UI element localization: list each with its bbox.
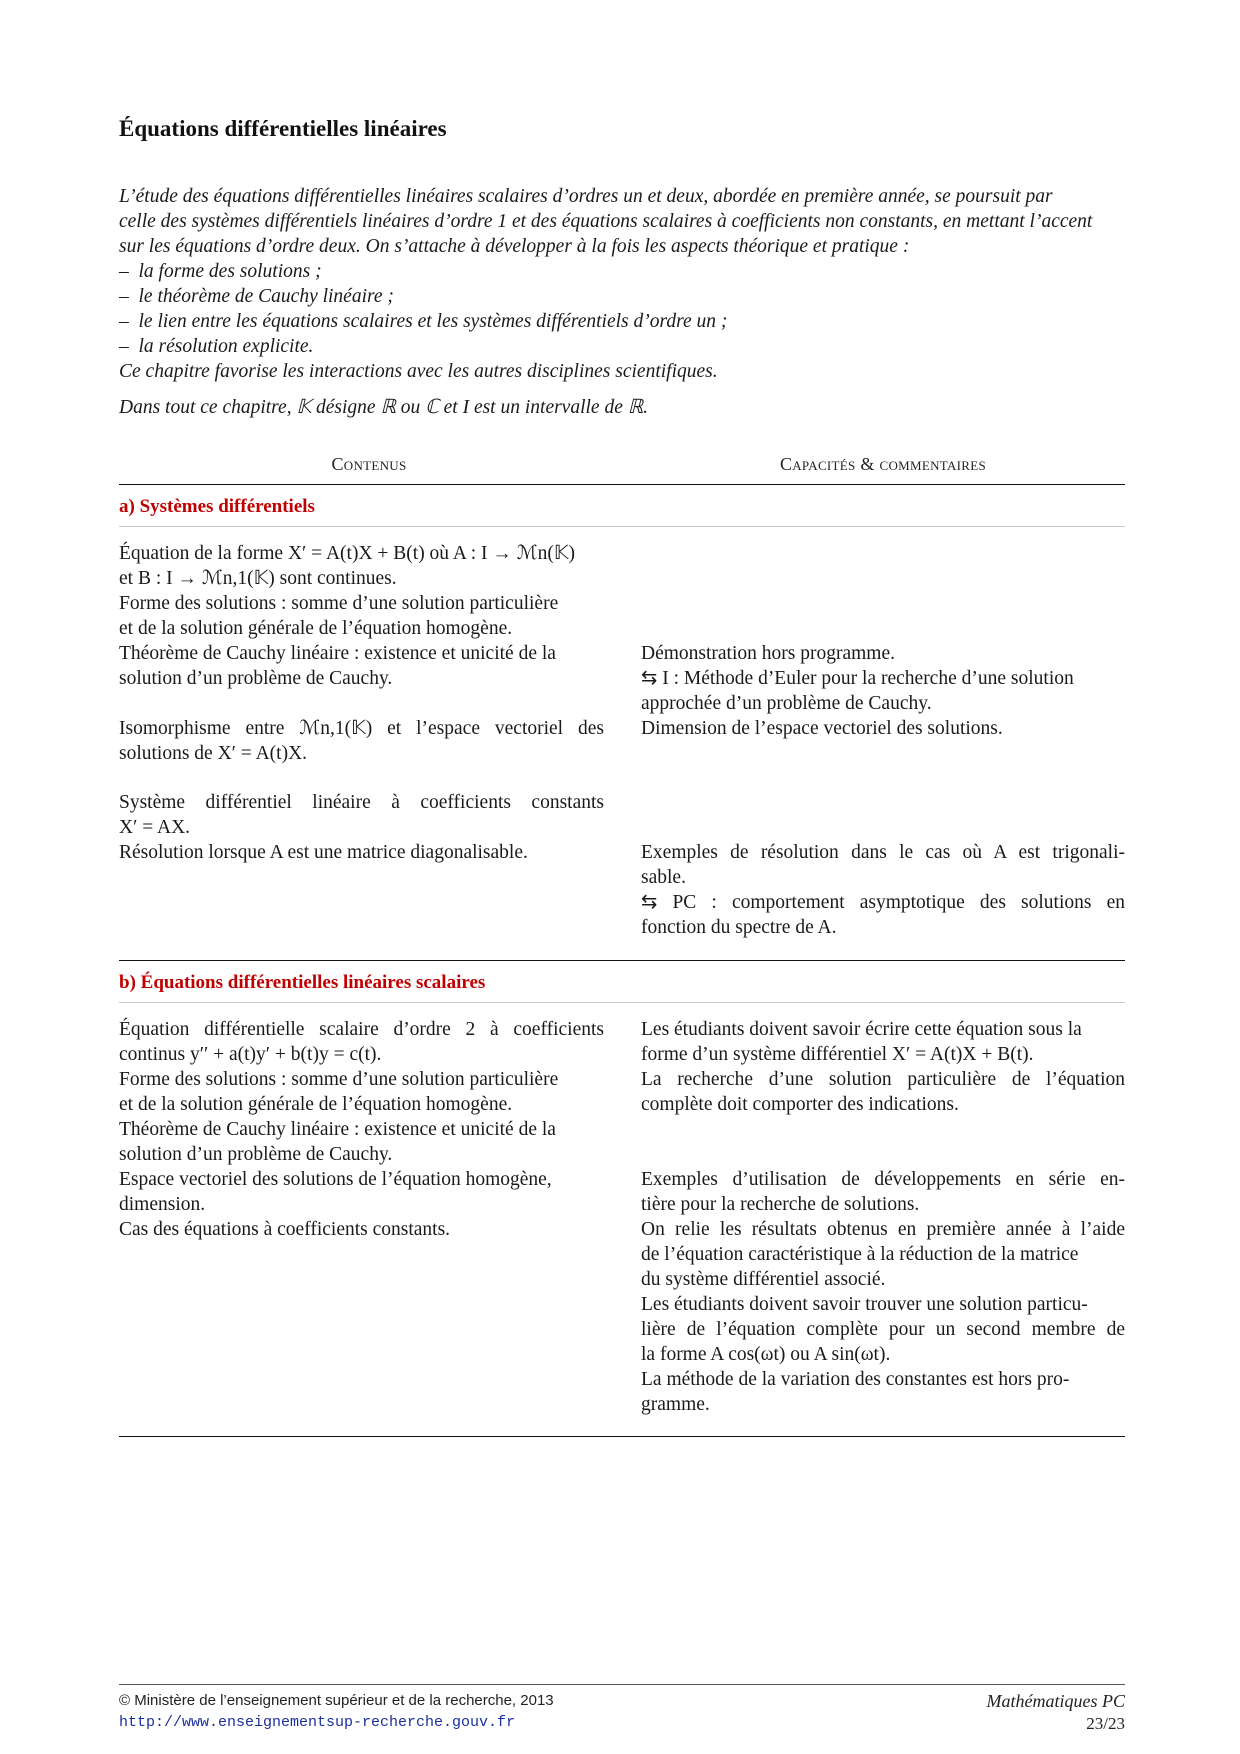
- content-line: Théorème de Cauchy linéaire : existence et unicité de la: [119, 643, 556, 664]
- comment-line: sable.: [641, 867, 686, 888]
- footer-subject: Mathématiques PC: [986, 1691, 1125, 1711]
- content-line: solutions de X′ = A(t)X.: [119, 743, 308, 764]
- comment-line: forme d’un système différentiel X′ = A(t)X + B(t).: [641, 1044, 1034, 1065]
- section-body: [119, 527, 1125, 960]
- comment-line: ⇆ I : Méthode d’Euler pour la recherche d’une solution: [641, 668, 1074, 689]
- comment-line: Exemples de résolution dans le cas où A est trigonali-: [641, 842, 1125, 863]
- comment-line: la forme A cos(ωt) ou A sin(ωt).: [641, 1344, 891, 1365]
- comment-line: Les étudiants doivent savoir écrire cette équation sous la: [641, 1019, 1082, 1040]
- header-contenus: Contenus: [331, 454, 407, 474]
- comment-line: Les étudiants doivent savoir trouver une solution particu-: [641, 1294, 1088, 1315]
- content-line: Forme des solutions : somme d’une solution particulière: [119, 593, 559, 614]
- content-line: continus y′′ + a(t)y′ + b(t)y = c(t).: [119, 1044, 382, 1065]
- table-header: [119, 440, 1125, 485]
- content-line: Système différentiel linéaire à coefficients constants: [119, 792, 604, 813]
- intro-closing: Ce chapitre favorise les interactions avec les autres disciplines scientifiques.: [119, 361, 718, 382]
- comment-line: gramme.: [641, 1394, 710, 1415]
- content-line: Espace vectoriel des solutions de l’équation homogène,: [119, 1169, 552, 1190]
- content-line: Théorème de Cauchy linéaire : existence et unicité de la: [119, 1119, 556, 1140]
- page-number: 23/23: [1086, 1714, 1125, 1733]
- comment-line: Dimension de l’espace vectoriel des solutions.: [641, 718, 1003, 739]
- intro-line: sur les équations d’ordre deux. On s’attache à développer à la fois les aspects théorique et pratique :: [119, 236, 910, 257]
- content-line: Forme des solutions : somme d’une solution particulière: [119, 1069, 559, 1090]
- content-line: et de la solution générale de l’équation homogène.: [119, 618, 513, 639]
- comment-line: Exemples d’utilisation de développements en série en-: [641, 1169, 1125, 1190]
- program-table: [119, 440, 1125, 1437]
- content-line: et B : I → ℳn,1(𝕂) sont continues.: [119, 568, 397, 589]
- comment-line: fonction du spectre de A.: [641, 917, 837, 938]
- intro-line: L’étude des équations différentielles linéaires scalaires d’ordres un et deux, abordée en première année, se poursuit par: [119, 186, 1053, 207]
- footer-url-link[interactable]: http://www.enseignementsup-recherche.gouv.fr: [119, 1714, 516, 1731]
- comment-line: du système différentiel associé.: [641, 1269, 886, 1290]
- intro-bullet: – le théorème de Cauchy linéaire ;: [119, 284, 1125, 309]
- content-line: Isomorphisme entre ℳn,1(𝕂) et l’espace vectoriel des: [119, 718, 604, 739]
- content-line: solution d’un problème de Cauchy.: [119, 1144, 393, 1165]
- comment-line: ⇆ PC : comportement asymptotique des solutions en: [641, 892, 1125, 913]
- content-line: solution d’un problème de Cauchy.: [119, 668, 393, 689]
- comment-line: tière pour la recherche de solutions.: [641, 1194, 920, 1215]
- comment-line: Démonstration hors programme.: [641, 643, 895, 664]
- intro-paragraph: [119, 184, 1125, 420]
- footer-copyright: © Ministère de l’enseignement supérieur et de la recherche, 2013: [119, 1692, 554, 1709]
- intro-line: celle des systèmes différentiels linéaires d’ordre 1 et des équations scalaires à coefficients non constants, en mettant l’accent: [119, 211, 1093, 232]
- comment-line: complète doit comporter des indications.: [641, 1094, 959, 1115]
- content-line: dimension.: [119, 1194, 206, 1215]
- comment-line: approchée d’un problème de Cauchy.: [641, 693, 932, 714]
- content-line: Cas des équations à coefficients constants.: [119, 1219, 451, 1240]
- table-bottom-rule: [119, 1436, 1125, 1437]
- intro-bullet: – le lien entre les équations scalaires et les systèmes différentiels d’ordre un ;: [119, 309, 1125, 334]
- content-line: et de la solution générale de l’équation homogène.: [119, 1094, 513, 1115]
- content-line: Résolution lorsque A est une matrice diagonalisable.: [119, 842, 528, 863]
- comment-line: lière de l’équation complète pour un second membre de: [641, 1319, 1125, 1340]
- section-heading: a) Systèmes différentiels: [119, 485, 1125, 527]
- section-heading: b) Équations différentielles linéaires scalaires: [119, 961, 1125, 1003]
- comment-line: La méthode de la variation des constantes est hors pro-: [641, 1369, 1070, 1390]
- scope-note: Dans tout ce chapitre, 𝕂 désigne ℝ ou ℂ et I est un intervalle de ℝ.: [119, 397, 649, 418]
- content-line: X′ = AX.: [119, 817, 191, 838]
- intro-bullet: – la forme des solutions ;: [119, 259, 1125, 284]
- intro-bullet: – la résolution explicite.: [119, 334, 1125, 359]
- footer-rule: [119, 1684, 1125, 1685]
- comment-line: On relie les résultats obtenus en première année à l’aide: [641, 1219, 1125, 1240]
- section-body: [119, 1003, 1125, 1436]
- content-line: Équation de la forme X′ = A(t)X + B(t) où A : I → ℳn(𝕂): [119, 543, 576, 564]
- header-capacites: Capacités & commentaires: [779, 454, 987, 474]
- comment-line: La recherche d’une solution particulière de l’équation: [641, 1069, 1125, 1090]
- comment-line: de l’équation caractéristique à la réduction de la matrice: [641, 1244, 1079, 1265]
- page-title: Équations différentielles linéaires: [119, 116, 447, 141]
- content-line: Équation différentielle scalaire d’ordre 2 à coefficients: [119, 1019, 604, 1040]
